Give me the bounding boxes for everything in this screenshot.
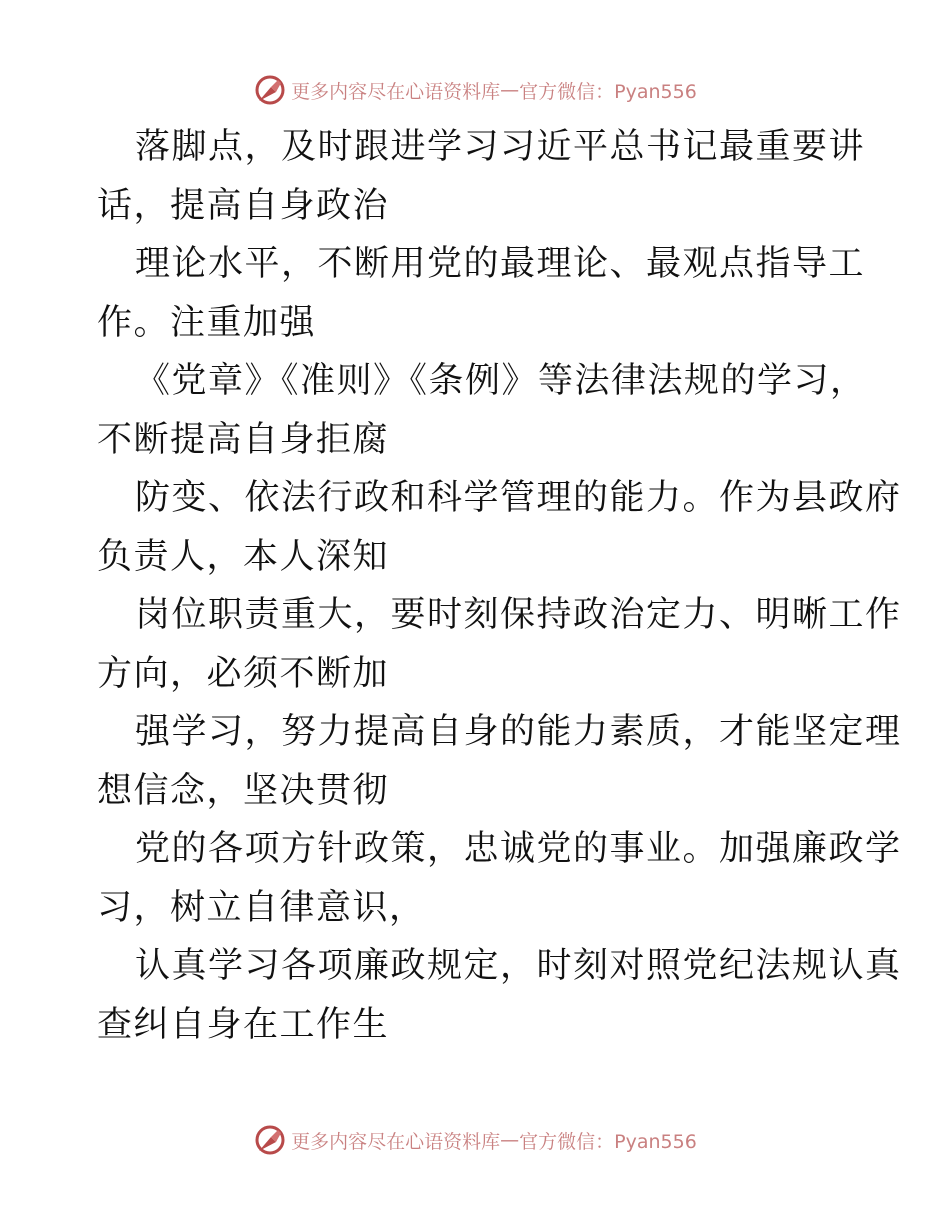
body-line: 习，树立自律意识， [97,887,426,928]
body-line: 认真学习各项廉政规定，时刻对照党纪法规认真 [135,946,902,986]
body-line: 作。注重加强 [97,302,317,343]
body-line: 方向，必须不断加 [97,653,390,694]
document-body [97,118,902,1054]
body-line: 《党章》《准则》《条例》等法律法规的学习， [135,361,867,401]
body-line: 落脚点，及时跟进学习习近平总书记最重要讲 [135,127,866,167]
watermark-separator: — [500,79,520,101]
body-line: 理论水平，不断用党的最理论、最观点指导工 [135,244,866,284]
body-line: 党的各项方针政策，忠诚党的事业。加强廉政学 [135,829,902,869]
body-line: 岗位职责重大，要时刻保持政治定力、明晰工作 [135,595,902,635]
pen-nib-circle-icon [253,73,287,107]
watermark-text: 更多内容尽在心语资料库 [291,1130,501,1153]
body-line: 防变、依法行政和科学管理的能力。作为县政府 [135,478,902,518]
watermark-separator: — [500,1129,520,1151]
body-line: 负责人，本人深知 [97,536,390,577]
footer-watermark [0,1120,950,1160]
body-line: 想信念，坚决贯彻 [97,770,390,811]
body-line: 强学习，努力提高自身的能力素质，才能坚定理 [135,712,902,752]
body-line: 话，提高自身政治 [97,185,390,226]
pen-nib-circle-icon [253,1123,287,1157]
body-line: 不断提高自身拒腐 [97,419,390,460]
body-line: 查纠自身在工作生 [97,1004,390,1045]
watermark-text: 更多内容尽在心语资料库 [291,80,501,103]
header-watermark [0,70,950,110]
watermark-wechat: 官方微信：Pyan556 [519,1130,697,1153]
watermark-wechat: 官方微信：Pyan556 [519,80,697,103]
